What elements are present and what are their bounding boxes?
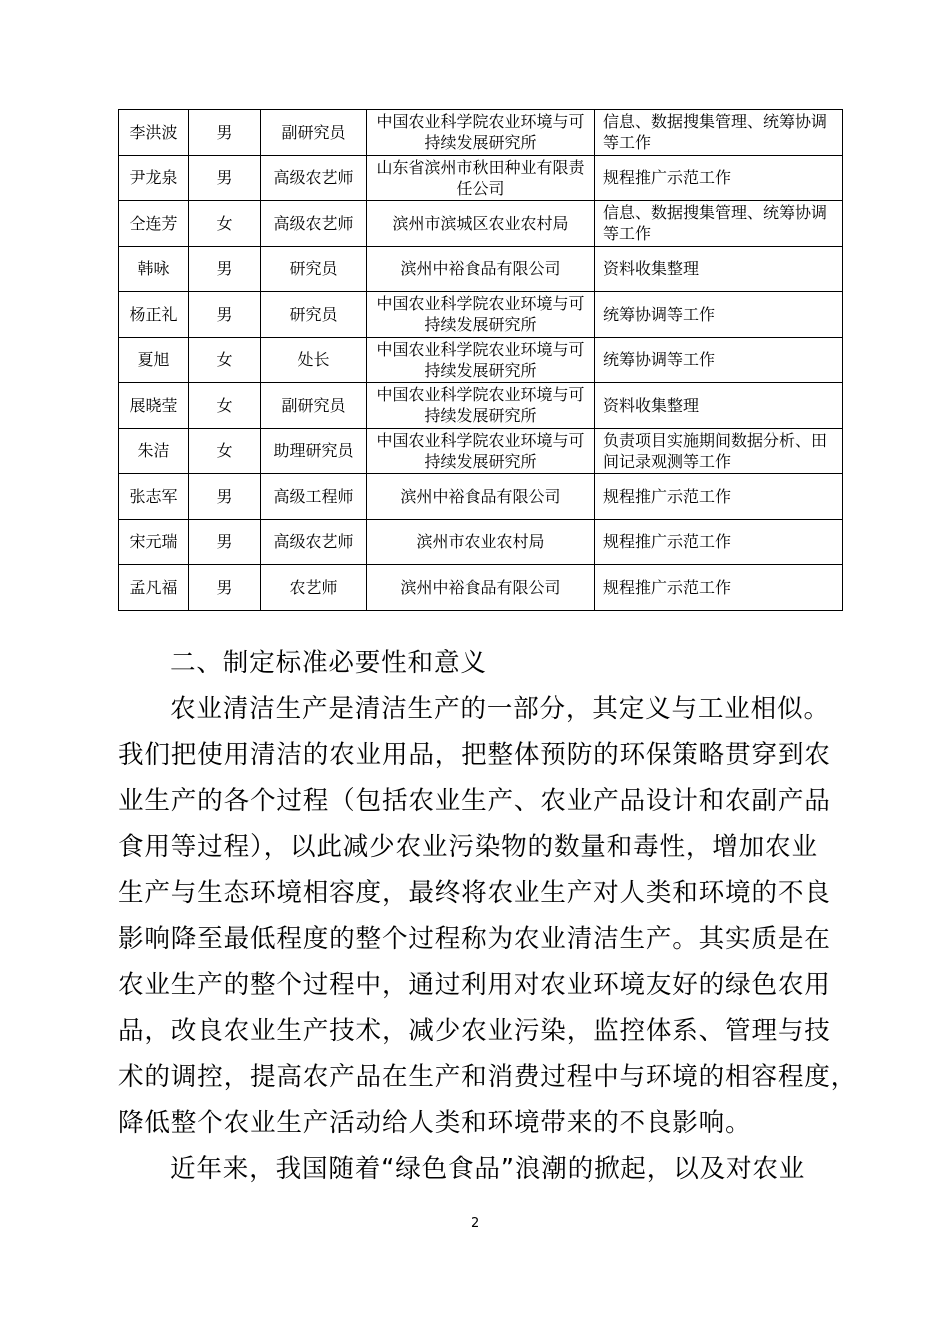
title-cell: 研究员	[261, 292, 367, 338]
table-row	[119, 565, 843, 611]
table-row	[119, 474, 843, 520]
title-cell: 高级农艺师	[261, 155, 367, 201]
person-name-cell: 仝连芳	[119, 201, 189, 247]
organization-cell: 滨州中裕食品有限公司	[367, 246, 595, 292]
title-cell: 副研究员	[261, 383, 367, 429]
title-cell: 农艺师	[261, 565, 367, 611]
gender-cell: 女	[189, 428, 261, 474]
title-cell: 处长	[261, 337, 367, 383]
gender-cell: 男	[189, 519, 261, 565]
paragraph-line: 近年来，我国随着“绿色食品”浪潮的掀起，以及对农业	[170, 1154, 806, 1184]
page-number: 2	[471, 1216, 480, 1231]
organization-cell: 中国农业科学院农业环境与可持续发展研究所	[367, 337, 595, 383]
person-name-cell: 展晓莹	[119, 383, 189, 429]
duty-cell: 统筹协调等工作	[595, 292, 843, 338]
gender-cell: 男	[189, 155, 261, 201]
duty-cell: 统筹协调等工作	[595, 337, 843, 383]
person-name-cell: 宋元瑞	[119, 519, 189, 565]
person-name-cell: 孟凡福	[119, 565, 189, 611]
gender-cell: 男	[189, 292, 261, 338]
organization-cell: 滨州中裕食品有限公司	[367, 474, 595, 520]
paragraph-line: 业生产的各个过程（包括农业生产、农业产品设计和农副产品	[118, 786, 831, 816]
gender-cell: 男	[189, 246, 261, 292]
gender-cell: 男	[189, 565, 261, 611]
gender-cell: 女	[189, 383, 261, 429]
duty-cell: 规程推广示范工作	[595, 519, 843, 565]
person-name-cell: 李洪波	[119, 110, 189, 156]
paragraph-line: 生产与生态环境相容度，最终将农业生产对人类和环境的不良	[118, 878, 831, 908]
paragraph-line: 农业清洁生产是清洁生产的一部分，其定义与工业相似。	[170, 694, 830, 724]
organization-cell: 滨州市滨城区农业农村局	[367, 201, 595, 247]
duty-cell: 负责项目实施期间数据分析、田间记录观测等工作	[595, 428, 843, 474]
organization-cell: 中国农业科学院农业环境与可持续发展研究所	[367, 110, 595, 156]
duty-cell: 信息、数据搜集管理、统筹协调等工作	[595, 201, 843, 247]
title-cell: 助理研究员	[261, 428, 367, 474]
organization-cell: 中国农业科学院农业环境与可持续发展研究所	[367, 428, 595, 474]
duty-cell: 规程推广示范工作	[595, 565, 843, 611]
paragraph-line: 食用等过程），以此减少农业污染物的数量和毒性，增加农业	[118, 832, 818, 862]
table-row	[119, 519, 843, 565]
section-heading: 二、制定标准必要性和意义	[170, 648, 487, 678]
duty-cell: 资料收集整理	[595, 246, 843, 292]
table-row	[119, 337, 843, 383]
table-row	[119, 246, 843, 292]
title-cell: 高级农艺师	[261, 519, 367, 565]
organization-cell: 山东省滨州市秋田种业有限责任公司	[367, 155, 595, 201]
person-name-cell: 杨正礼	[119, 292, 189, 338]
table-row	[119, 292, 843, 338]
paragraph-line: 农业生产的整个过程中，通过利用对农业环境友好的绿色农用	[118, 970, 831, 1000]
duty-cell: 规程推广示范工作	[595, 474, 843, 520]
table-row	[119, 201, 843, 247]
person-name-cell: 夏旭	[119, 337, 189, 383]
table-row	[119, 383, 843, 429]
title-cell: 研究员	[261, 246, 367, 292]
gender-cell: 女	[189, 337, 261, 383]
organization-cell: 滨州市农业农村局	[367, 519, 595, 565]
organization-cell: 中国农业科学院农业环境与可持续发展研究所	[367, 292, 595, 338]
title-cell: 高级工程师	[261, 474, 367, 520]
table-row	[119, 155, 843, 201]
table-row	[119, 428, 843, 474]
person-name-cell: 尹龙泉	[119, 155, 189, 201]
paragraph-line: 降低整个农业生产活动给人类和环境带来的不良影响。	[118, 1108, 752, 1138]
gender-cell: 女	[189, 201, 261, 247]
paragraph-line: 术的调控，提高农产品在生产和消费过程中与环境的相容程度，	[118, 1062, 858, 1092]
body-text	[118, 640, 858, 1192]
organization-cell: 滨州中裕食品有限公司	[367, 565, 595, 611]
table-row	[119, 110, 843, 156]
paragraph-line: 我们把使用清洁的农业用品，把整体预防的环保策略贯穿到农	[118, 740, 831, 770]
duty-cell: 资料收集整理	[595, 383, 843, 429]
duty-cell: 信息、数据搜集管理、统筹协调等工作	[595, 110, 843, 156]
organization-cell: 中国农业科学院农业环境与可持续发展研究所	[367, 383, 595, 429]
title-cell: 高级农艺师	[261, 201, 367, 247]
gender-cell: 男	[189, 474, 261, 520]
person-name-cell: 韩咏	[119, 246, 189, 292]
person-name-cell: 朱洁	[119, 428, 189, 474]
duty-cell: 规程推广示范工作	[595, 155, 843, 201]
paragraph-line: 品，改良农业生产技术，减少农业污染，监控体系、管理与技	[118, 1016, 831, 1046]
title-cell: 副研究员	[261, 110, 367, 156]
person-name-cell: 张志军	[119, 474, 189, 520]
personnel-table	[118, 109, 843, 611]
gender-cell: 男	[189, 110, 261, 156]
paragraph-line: 影响降至最低程度的整个过程称为农业清洁生产。其实质是在	[118, 924, 831, 954]
